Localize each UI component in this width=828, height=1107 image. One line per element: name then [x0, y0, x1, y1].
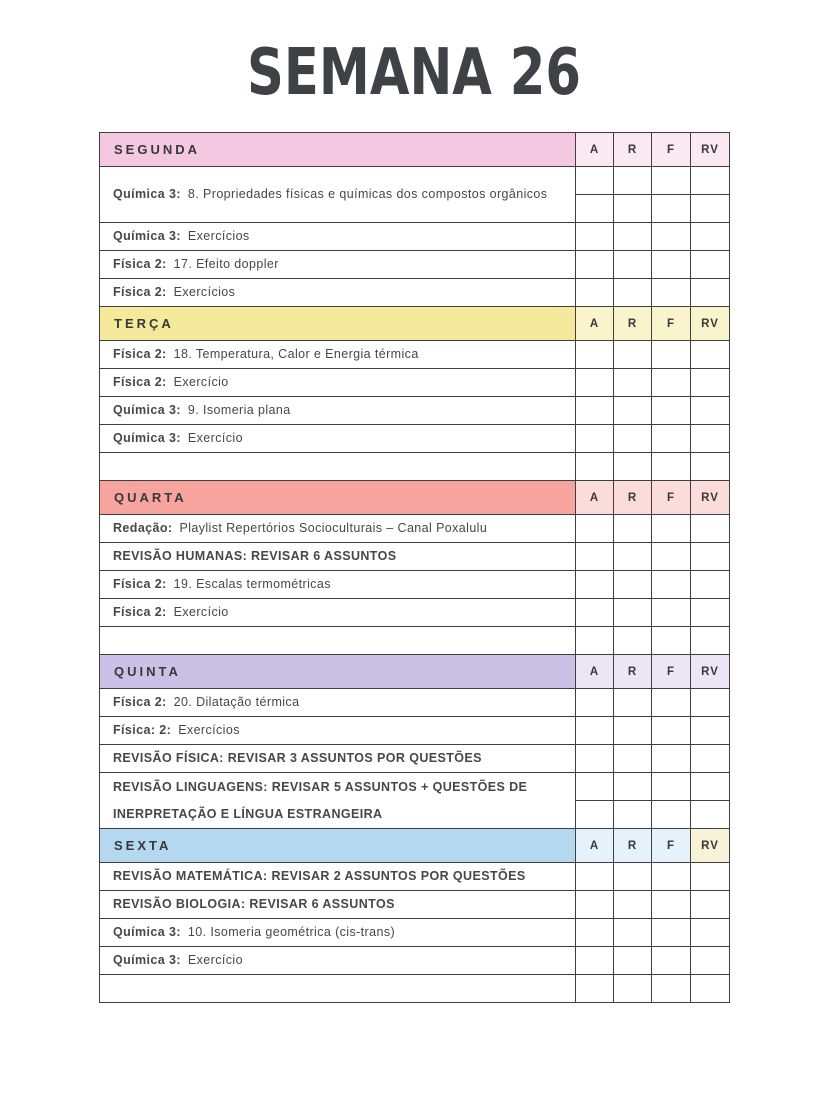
- task-cell-empty: [100, 975, 576, 1003]
- check-cell-r: [614, 341, 652, 369]
- check-cell-rv: [691, 891, 730, 919]
- check-cell-a: [576, 543, 614, 571]
- task-row: [100, 947, 730, 975]
- col-header-r: R: [614, 307, 652, 341]
- check-cell-f: [652, 599, 691, 627]
- check-cell-rv: [691, 689, 730, 717]
- task-cell: [100, 745, 576, 773]
- col-header-a: A: [576, 133, 614, 167]
- check-cell-f: [652, 919, 691, 947]
- check-cell-f: [652, 397, 691, 425]
- day-name: TERÇA: [100, 307, 576, 341]
- col-header-rv: RV: [691, 481, 730, 515]
- col-header-r: R: [614, 481, 652, 515]
- day-name: QUINTA: [100, 655, 576, 689]
- check-cell-a: [576, 167, 614, 195]
- check-cell-a: [576, 599, 614, 627]
- check-cell-r: [614, 717, 652, 745]
- check-cell-rv: [691, 515, 730, 543]
- check-cell-r: [614, 369, 652, 397]
- col-header-a: A: [576, 829, 614, 863]
- check-cell-f: [652, 717, 691, 745]
- col-header-a: A: [576, 655, 614, 689]
- check-cell-rv: [691, 947, 730, 975]
- check-cell-f: [652, 947, 691, 975]
- check-cell-r: [614, 425, 652, 453]
- page-title: SEMANA 26: [247, 36, 581, 110]
- check-cell-f: [652, 689, 691, 717]
- task-text: Exercícios: [187, 229, 250, 243]
- check-cell-r: [614, 515, 652, 543]
- task-row: [100, 689, 730, 717]
- col-header-r: R: [614, 829, 652, 863]
- task-subject: Física 2:: [113, 577, 167, 591]
- check-cell-rv: [691, 571, 730, 599]
- task-subject: Física 2:: [113, 285, 167, 299]
- check-cell-rv: [691, 425, 730, 453]
- day-header-row-quarta: [100, 481, 730, 515]
- col-header-rv: RV: [691, 307, 730, 341]
- check-cell-rv: [691, 453, 730, 481]
- task-cell: [100, 863, 576, 891]
- check-cell-a: [576, 515, 614, 543]
- check-cell-rv: [691, 773, 730, 801]
- task-subject: Química 3:: [113, 953, 181, 967]
- check-cell-a: [576, 863, 614, 891]
- task-subject: REVISÃO BIOLOGIA: REVISAR 6 ASSUNTOS: [113, 897, 395, 911]
- task-row: [100, 397, 730, 425]
- task-row: [100, 717, 730, 745]
- task-row: [100, 515, 730, 543]
- col-header-a: A: [576, 481, 614, 515]
- check-cell-a: [576, 947, 614, 975]
- task-cell: [100, 223, 576, 251]
- task-row: [100, 425, 730, 453]
- task-cell: [100, 397, 576, 425]
- task-cell: [100, 279, 576, 307]
- check-cell-a: [576, 919, 614, 947]
- task-cell: [100, 341, 576, 369]
- check-cell-f: [652, 167, 691, 195]
- task-cell: [100, 689, 576, 717]
- task-row: [100, 167, 730, 195]
- task-subject: Química 3:: [113, 187, 181, 201]
- task-row: [100, 599, 730, 627]
- task-subject: Química 3:: [113, 229, 181, 243]
- task-row: [100, 279, 730, 307]
- check-cell-a: [576, 195, 614, 223]
- check-cell-r: [614, 195, 652, 223]
- check-cell-rv: [691, 919, 730, 947]
- task-subject: REVISÃO LINGUAGENS: REVISAR 5 ASSUNTOS + QUESTÕES DE INERPRETAÇÃO E LÍNGUA ESTRANGEIRA: [113, 779, 528, 821]
- check-cell-a: [576, 341, 614, 369]
- check-cell-rv: [691, 801, 730, 829]
- empty-row: [100, 975, 730, 1003]
- check-cell-rv: [691, 195, 730, 223]
- task-cell: [100, 599, 576, 627]
- check-cell-a: [576, 717, 614, 745]
- check-cell-a: [576, 627, 614, 655]
- check-cell-f: [652, 515, 691, 543]
- check-cell-rv: [691, 369, 730, 397]
- check-cell-r: [614, 975, 652, 1003]
- task-cell: [100, 891, 576, 919]
- task-subject: Física 2:: [113, 695, 167, 709]
- task-cell: [100, 919, 576, 947]
- task-text: Exercício: [173, 375, 229, 389]
- task-subject: Física: 2:: [113, 723, 172, 737]
- planner-page: [0, 36, 828, 1107]
- check-cell-r: [614, 397, 652, 425]
- check-cell-r: [614, 453, 652, 481]
- task-text: 20. Dilatação térmica: [173, 695, 300, 709]
- check-cell-f: [652, 251, 691, 279]
- task-row: [100, 543, 730, 571]
- task-text: Playlist Repertórios Socioculturais – Canal Poxalulu: [179, 521, 488, 535]
- task-text: Exercício: [173, 605, 229, 619]
- check-cell-a: [576, 745, 614, 773]
- check-cell-f: [652, 341, 691, 369]
- check-cell-f: [652, 543, 691, 571]
- check-cell-rv: [691, 341, 730, 369]
- day-header-row-sexta: [100, 829, 730, 863]
- task-cell: [100, 251, 576, 279]
- check-cell-a: [576, 369, 614, 397]
- task-cell: [100, 543, 576, 571]
- task-row: [100, 773, 730, 801]
- check-cell-r: [614, 689, 652, 717]
- task-text: 17. Efeito doppler: [173, 257, 279, 271]
- day-header-row-quinta: [100, 655, 730, 689]
- task-subject: Física 2:: [113, 605, 167, 619]
- task-row: [100, 369, 730, 397]
- check-cell-f: [652, 627, 691, 655]
- col-header-f: F: [652, 655, 691, 689]
- col-header-f: F: [652, 133, 691, 167]
- check-cell-rv: [691, 167, 730, 195]
- empty-row: [100, 627, 730, 655]
- task-cell: [100, 167, 576, 223]
- check-cell-r: [614, 745, 652, 773]
- col-header-f: F: [652, 829, 691, 863]
- task-row: [100, 745, 730, 773]
- task-row: [100, 251, 730, 279]
- task-text: 10. Isomeria geométrica (cis-trans): [187, 925, 396, 939]
- check-cell-f: [652, 773, 691, 801]
- check-cell-rv: [691, 397, 730, 425]
- task-text: 19. Escalas termométricas: [173, 577, 331, 591]
- col-header-f: F: [652, 307, 691, 341]
- task-text: 18. Temperatura, Calor e Energia térmica: [173, 347, 419, 361]
- task-text: Exercício: [187, 953, 243, 967]
- check-cell-f: [652, 571, 691, 599]
- check-cell-f: [652, 195, 691, 223]
- check-cell-a: [576, 397, 614, 425]
- task-text: 9. Isomeria plana: [187, 403, 291, 417]
- check-cell-rv: [691, 279, 730, 307]
- task-subject: REVISÃO HUMANAS: REVISAR 6 ASSUNTOS: [113, 549, 397, 563]
- task-subject: REVISÃO MATEMÁTICA: REVISAR 2 ASSUNTOS POR QUESTÕES: [113, 869, 526, 883]
- task-cell: [100, 947, 576, 975]
- check-cell-f: [652, 891, 691, 919]
- check-cell-r: [614, 571, 652, 599]
- check-cell-f: [652, 453, 691, 481]
- check-cell-rv: [691, 717, 730, 745]
- task-subject: Física 2:: [113, 375, 167, 389]
- check-cell-a: [576, 279, 614, 307]
- check-cell-r: [614, 947, 652, 975]
- task-subject: Redação:: [113, 521, 173, 535]
- check-cell-r: [614, 863, 652, 891]
- check-cell-r: [614, 919, 652, 947]
- task-cell: [100, 369, 576, 397]
- check-cell-a: [576, 453, 614, 481]
- task-cell: [100, 571, 576, 599]
- check-cell-rv: [691, 975, 730, 1003]
- day-name: QUARTA: [100, 481, 576, 515]
- task-cell: [100, 717, 576, 745]
- check-cell-rv: [691, 543, 730, 571]
- task-text: Exercícios: [173, 285, 236, 299]
- check-cell-a: [576, 773, 614, 801]
- col-header-r: R: [614, 133, 652, 167]
- task-cell-empty: [100, 453, 576, 481]
- day-name: SEGUNDA: [100, 133, 576, 167]
- task-row: [100, 863, 730, 891]
- col-header-rv: RV: [691, 655, 730, 689]
- task-row: [100, 223, 730, 251]
- task-row: [100, 571, 730, 599]
- check-cell-a: [576, 975, 614, 1003]
- check-cell-rv: [691, 863, 730, 891]
- check-cell-a: [576, 801, 614, 829]
- task-text: Exercício: [187, 431, 243, 445]
- check-cell-rv: [691, 745, 730, 773]
- check-cell-r: [614, 279, 652, 307]
- check-cell-rv: [691, 223, 730, 251]
- check-cell-a: [576, 891, 614, 919]
- check-cell-f: [652, 279, 691, 307]
- check-cell-r: [614, 543, 652, 571]
- task-text: Exercícios: [178, 723, 240, 737]
- col-header-f: F: [652, 481, 691, 515]
- check-cell-a: [576, 571, 614, 599]
- check-cell-a: [576, 251, 614, 279]
- check-cell-f: [652, 223, 691, 251]
- task-row: [100, 919, 730, 947]
- task-subject: Física 2:: [113, 257, 167, 271]
- check-cell-rv: [691, 627, 730, 655]
- check-cell-r: [614, 891, 652, 919]
- check-cell-f: [652, 863, 691, 891]
- col-header-rv: RV: [691, 829, 730, 863]
- check-cell-r: [614, 773, 652, 801]
- col-header-rv: RV: [691, 133, 730, 167]
- empty-row: [100, 453, 730, 481]
- check-cell-r: [614, 223, 652, 251]
- check-cell-f: [652, 425, 691, 453]
- day-name: SEXTA: [100, 829, 576, 863]
- check-cell-r: [614, 627, 652, 655]
- check-cell-f: [652, 801, 691, 829]
- check-cell-r: [614, 599, 652, 627]
- task-subject: Física 2:: [113, 347, 167, 361]
- check-cell-a: [576, 689, 614, 717]
- week-schedule-table: [99, 132, 730, 1003]
- task-cell: [100, 515, 576, 543]
- check-cell-a: [576, 223, 614, 251]
- task-row: [100, 891, 730, 919]
- check-cell-rv: [691, 251, 730, 279]
- task-subject: REVISÃO FÍSICA: REVISAR 3 ASSUNTOS POR QUESTÕES: [113, 751, 482, 765]
- check-cell-r: [614, 251, 652, 279]
- task-cell-empty: [100, 627, 576, 655]
- check-cell-r: [614, 167, 652, 195]
- col-header-r: R: [614, 655, 652, 689]
- check-cell-f: [652, 975, 691, 1003]
- task-text: 8. Propriedades físicas e químicas dos compostos orgânicos: [187, 187, 548, 201]
- day-header-row-terca: [100, 307, 730, 341]
- col-header-a: A: [576, 307, 614, 341]
- task-subject: Química 3:: [113, 403, 181, 417]
- check-cell-f: [652, 745, 691, 773]
- task-cell: [100, 425, 576, 453]
- check-cell-a: [576, 425, 614, 453]
- check-cell-f: [652, 369, 691, 397]
- task-subject: Química 3:: [113, 925, 181, 939]
- task-subject: Química 3:: [113, 431, 181, 445]
- day-header-row-segunda: [100, 133, 730, 167]
- check-cell-rv: [691, 599, 730, 627]
- task-cell: [100, 773, 576, 829]
- check-cell-r: [614, 801, 652, 829]
- task-row: [100, 341, 730, 369]
